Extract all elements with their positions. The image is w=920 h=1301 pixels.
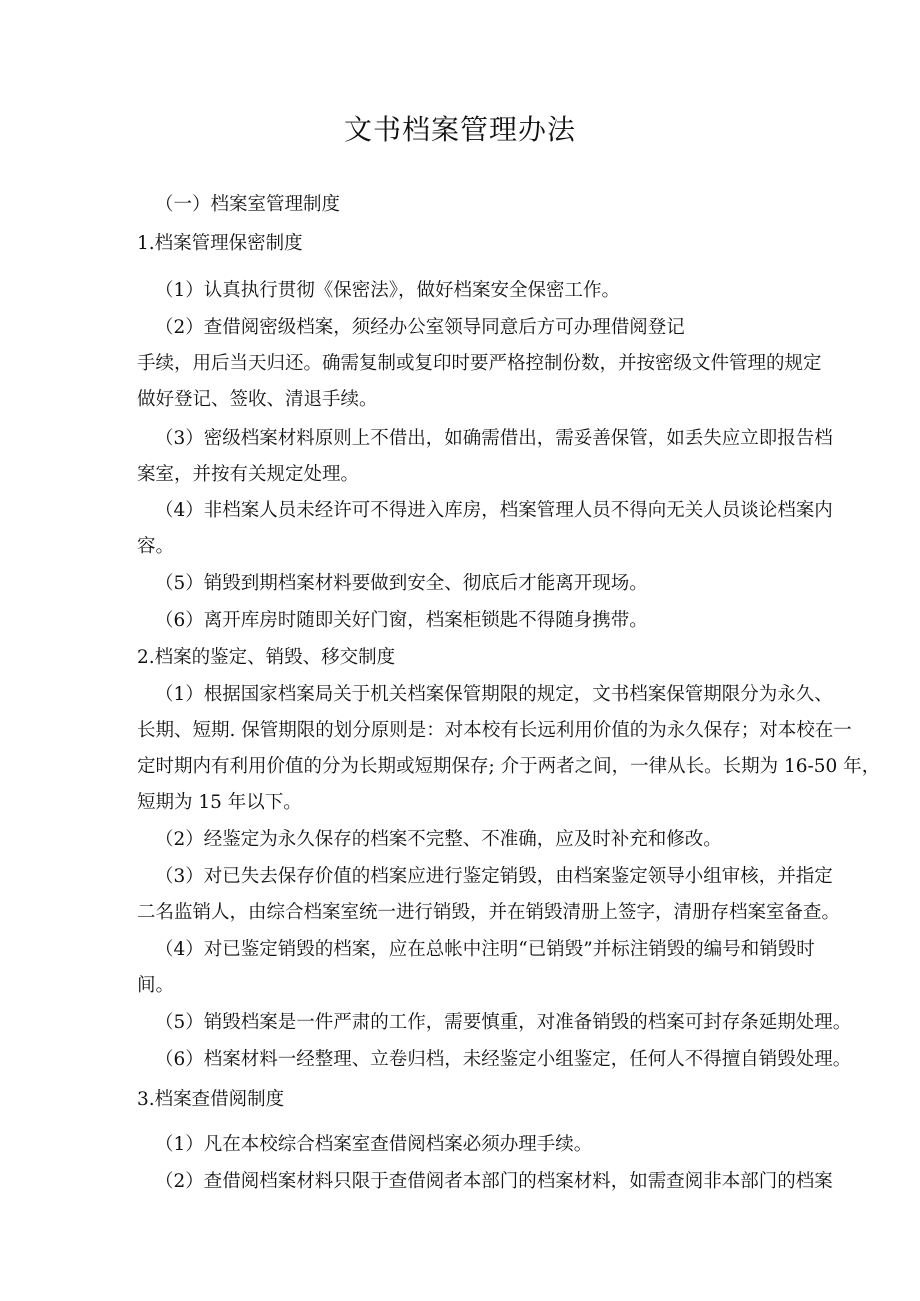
paragraph-line: 容。 xyxy=(137,536,175,557)
paragraph-line: （5）销毁档案是一件严肃的工作，需要慎重，对准备销毁的档案可封存条延期处理。 xyxy=(155,1012,852,1033)
paragraph-line: 二名监销人，由综合档案室统一进行销毁，并在销毁清册上签字，清册存档案室备查。 xyxy=(137,902,841,923)
paragraph-line: （2）经鉴定为永久保存的档案不完整、不准确，应及时补充和修改。 xyxy=(155,829,722,850)
paragraph-line: （2）查借阅档案材料只限于查借阅者本部门的档案材料，如需查阅非本部门的档案 xyxy=(155,1171,833,1192)
paragraph-line: 手续，用后当天归还。确需复制或复印时要严格控制份数，并按密级文件管理的规定 xyxy=(137,353,822,374)
paragraph-line: （1）根据国家档案局关于机关档案保管期限的规定，文书档案保管期限分为永久、 xyxy=(155,684,833,705)
paragraph-line: 短期为 15 年以下。 xyxy=(137,792,302,813)
paragraph-line: 做好登记、签收、清退手续。 xyxy=(137,389,378,410)
paragraph-line: （2）查借阅密级档案，须经办公室领导同意后方可办理借阅登记 xyxy=(155,317,685,338)
paragraph-line: （5）销毁到期档案材料要做到安全、彻底后才能离开现场。 xyxy=(155,573,648,594)
paragraph-line: 长期、短期. 保管期限的划分原则是：对本校有长远利用价值的为永久保存；对本校在一 xyxy=(137,720,852,741)
paragraph-line: （一）档案室管理制度 xyxy=(155,194,341,215)
paragraph-line: （1）认真执行贯彻《保密法》，做好档案安全保密工作。 xyxy=(155,280,621,301)
paragraph-line: 案室，并按有关规定处理。 xyxy=(137,464,360,485)
paragraph-line: （6）离开库房时随即关好门窗，档案柜锁匙不得随身携带。 xyxy=(155,610,648,631)
paragraph-line: （3）对已失去保存价值的档案应进行鉴定销毁，由档案鉴定领导小组审核，并指定 xyxy=(155,866,833,887)
document-title: 文书档案管理办法 xyxy=(343,113,576,146)
section-heading: 3.档案查借阅制度 xyxy=(137,1089,285,1110)
paragraph-line: 定时期内有利用价值的分为长期或短期保存; 介于两者之间，一律从长。长期为 16-50 年， xyxy=(137,756,881,777)
paragraph-line: （4）对已鉴定销毁的档案，应在总帐中注明“已销毁”并标注销毁的编号和销毁时 xyxy=(155,939,815,960)
paragraph-line: （6）档案材料一经整理、立卷归档，未经鉴定小组鉴定，任何人不得擅自销毁处理。 xyxy=(155,1049,852,1070)
paragraph-line: （3）密级档案材料原则上不借出，如确需借出，需妥善保管，如丢失应立即报告档 xyxy=(155,428,833,449)
section-heading: 1.档案管理保密制度 xyxy=(137,233,303,254)
paragraph-line: 间。 xyxy=(137,975,175,996)
section-heading: 2.档案的鉴定、销毁、移交制度 xyxy=(137,647,396,668)
paragraph-line: （4）非档案人员未经许可不得进入库房，档案管理人员不得向无关人员谈论档案内 xyxy=(155,500,833,521)
paragraph-line: （1）凡在本校综合档案室查借阅档案必须办理手续。 xyxy=(155,1134,593,1155)
